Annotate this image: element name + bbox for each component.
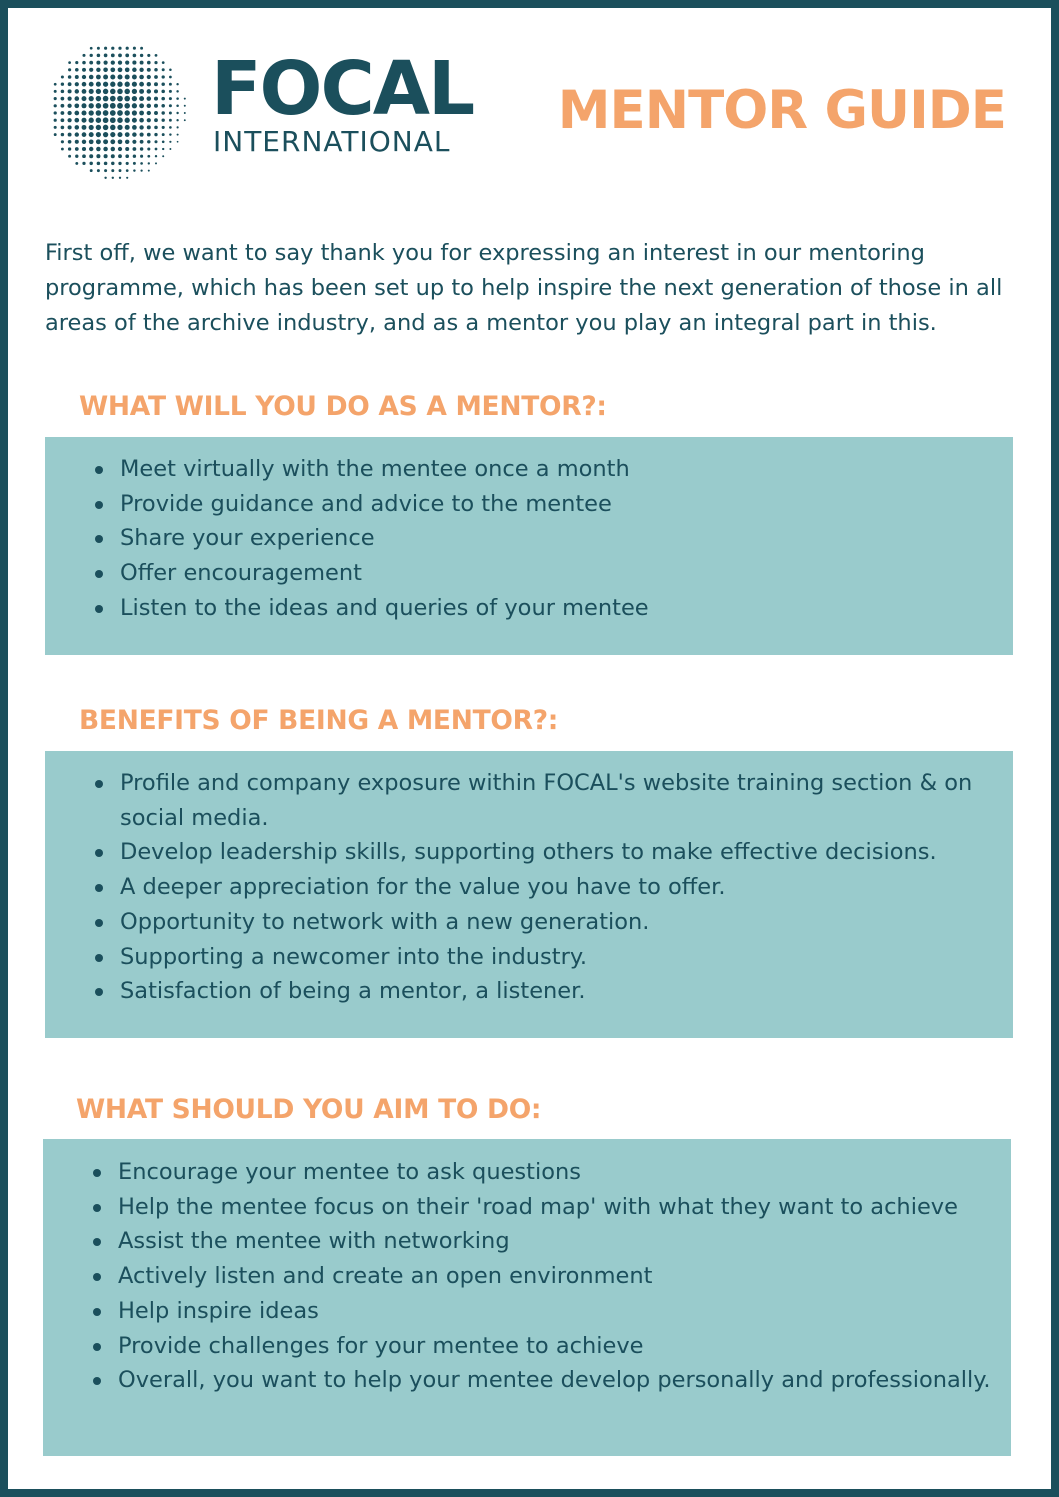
list-item: Overall, you want to help your mentee develop personally and professionally. bbox=[43, 1363, 1011, 1398]
bullet-icon bbox=[95, 780, 103, 788]
mentor-duties-list bbox=[45, 452, 1013, 626]
mentor-duties-panel bbox=[45, 437, 1013, 655]
list-item: Encourage your mentee to ask questions bbox=[43, 1155, 1011, 1190]
list-item: A deeper appreciation for the value you have to offer. bbox=[45, 870, 1013, 905]
bullet-icon bbox=[93, 1308, 101, 1316]
bullet-icon bbox=[93, 1377, 101, 1385]
bullet-icon bbox=[95, 988, 103, 996]
bullet-icon bbox=[93, 1273, 101, 1281]
intro-paragraph: First off, we want to say thank you for expressing an interest in our mentoring programme, which has been set up to help inspire the next generation of those in all areas of the archive industry, and as a mentor you play an integral part in this. bbox=[45, 240, 1003, 336]
dotted-globe-icon bbox=[45, 38, 191, 184]
bullet-icon bbox=[93, 1343, 101, 1351]
bullet-icon bbox=[95, 884, 103, 892]
aims-panel bbox=[43, 1139, 1011, 1456]
logo-wordmark: FOCAL bbox=[211, 46, 474, 132]
list-item: Satisfaction of being a mentor, a listener. bbox=[45, 974, 1013, 1009]
bullet-icon bbox=[95, 605, 103, 613]
section-heading-aims: WHAT SHOULD YOU AIM TO DO: bbox=[76, 1094, 542, 1125]
list-item: Help inspire ideas bbox=[43, 1294, 1011, 1329]
list-item: Supporting a newcomer into the industry. bbox=[45, 940, 1013, 975]
benefits-panel bbox=[45, 751, 1013, 1038]
bullet-icon bbox=[93, 1238, 101, 1246]
list-item: Actively listen and create an open environment bbox=[43, 1259, 1011, 1294]
list-item: Provide challenges for your mentee to achieve bbox=[43, 1329, 1011, 1364]
bullet-icon bbox=[95, 849, 103, 857]
list-item: Profile and company exposure within FOCAL's website training section & on social media. bbox=[45, 766, 1013, 835]
logo-subtitle: INTERNATIONAL bbox=[213, 125, 451, 158]
bullet-icon bbox=[95, 535, 103, 543]
list-item: Provide guidance and advice to the mentee bbox=[45, 487, 1013, 522]
list-item: Help the mentee focus on their 'road map' with what they want to achieve bbox=[43, 1190, 1011, 1225]
bullet-icon bbox=[95, 570, 103, 578]
bullet-icon bbox=[95, 954, 103, 962]
page-title: MENTOR GUIDE bbox=[557, 80, 1006, 141]
aims-list bbox=[43, 1155, 1011, 1398]
bullet-icon bbox=[95, 501, 103, 509]
list-item: Develop leadership skills, supporting others to make effective decisions. bbox=[45, 835, 1013, 870]
section-heading-mentor-duties: WHAT WILL YOU DO AS A MENTOR?: bbox=[79, 391, 607, 422]
benefits-list bbox=[45, 766, 1013, 1009]
list-item: Share your experience bbox=[45, 521, 1013, 556]
list-item: Meet virtually with the mentee once a month bbox=[45, 452, 1013, 487]
list-item: Assist the mentee with networking bbox=[43, 1224, 1011, 1259]
section-heading-benefits: BENEFITS OF BEING A MENTOR?: bbox=[79, 705, 559, 736]
list-item: Listen to the ideas and queries of your mentee bbox=[45, 591, 1013, 626]
bullet-icon bbox=[93, 1204, 101, 1212]
bullet-icon bbox=[95, 919, 103, 927]
bullet-icon bbox=[93, 1169, 101, 1177]
bullet-icon bbox=[95, 466, 103, 474]
list-item: Offer encouragement bbox=[45, 556, 1013, 591]
list-item: Opportunity to network with a new generation. bbox=[45, 905, 1013, 940]
